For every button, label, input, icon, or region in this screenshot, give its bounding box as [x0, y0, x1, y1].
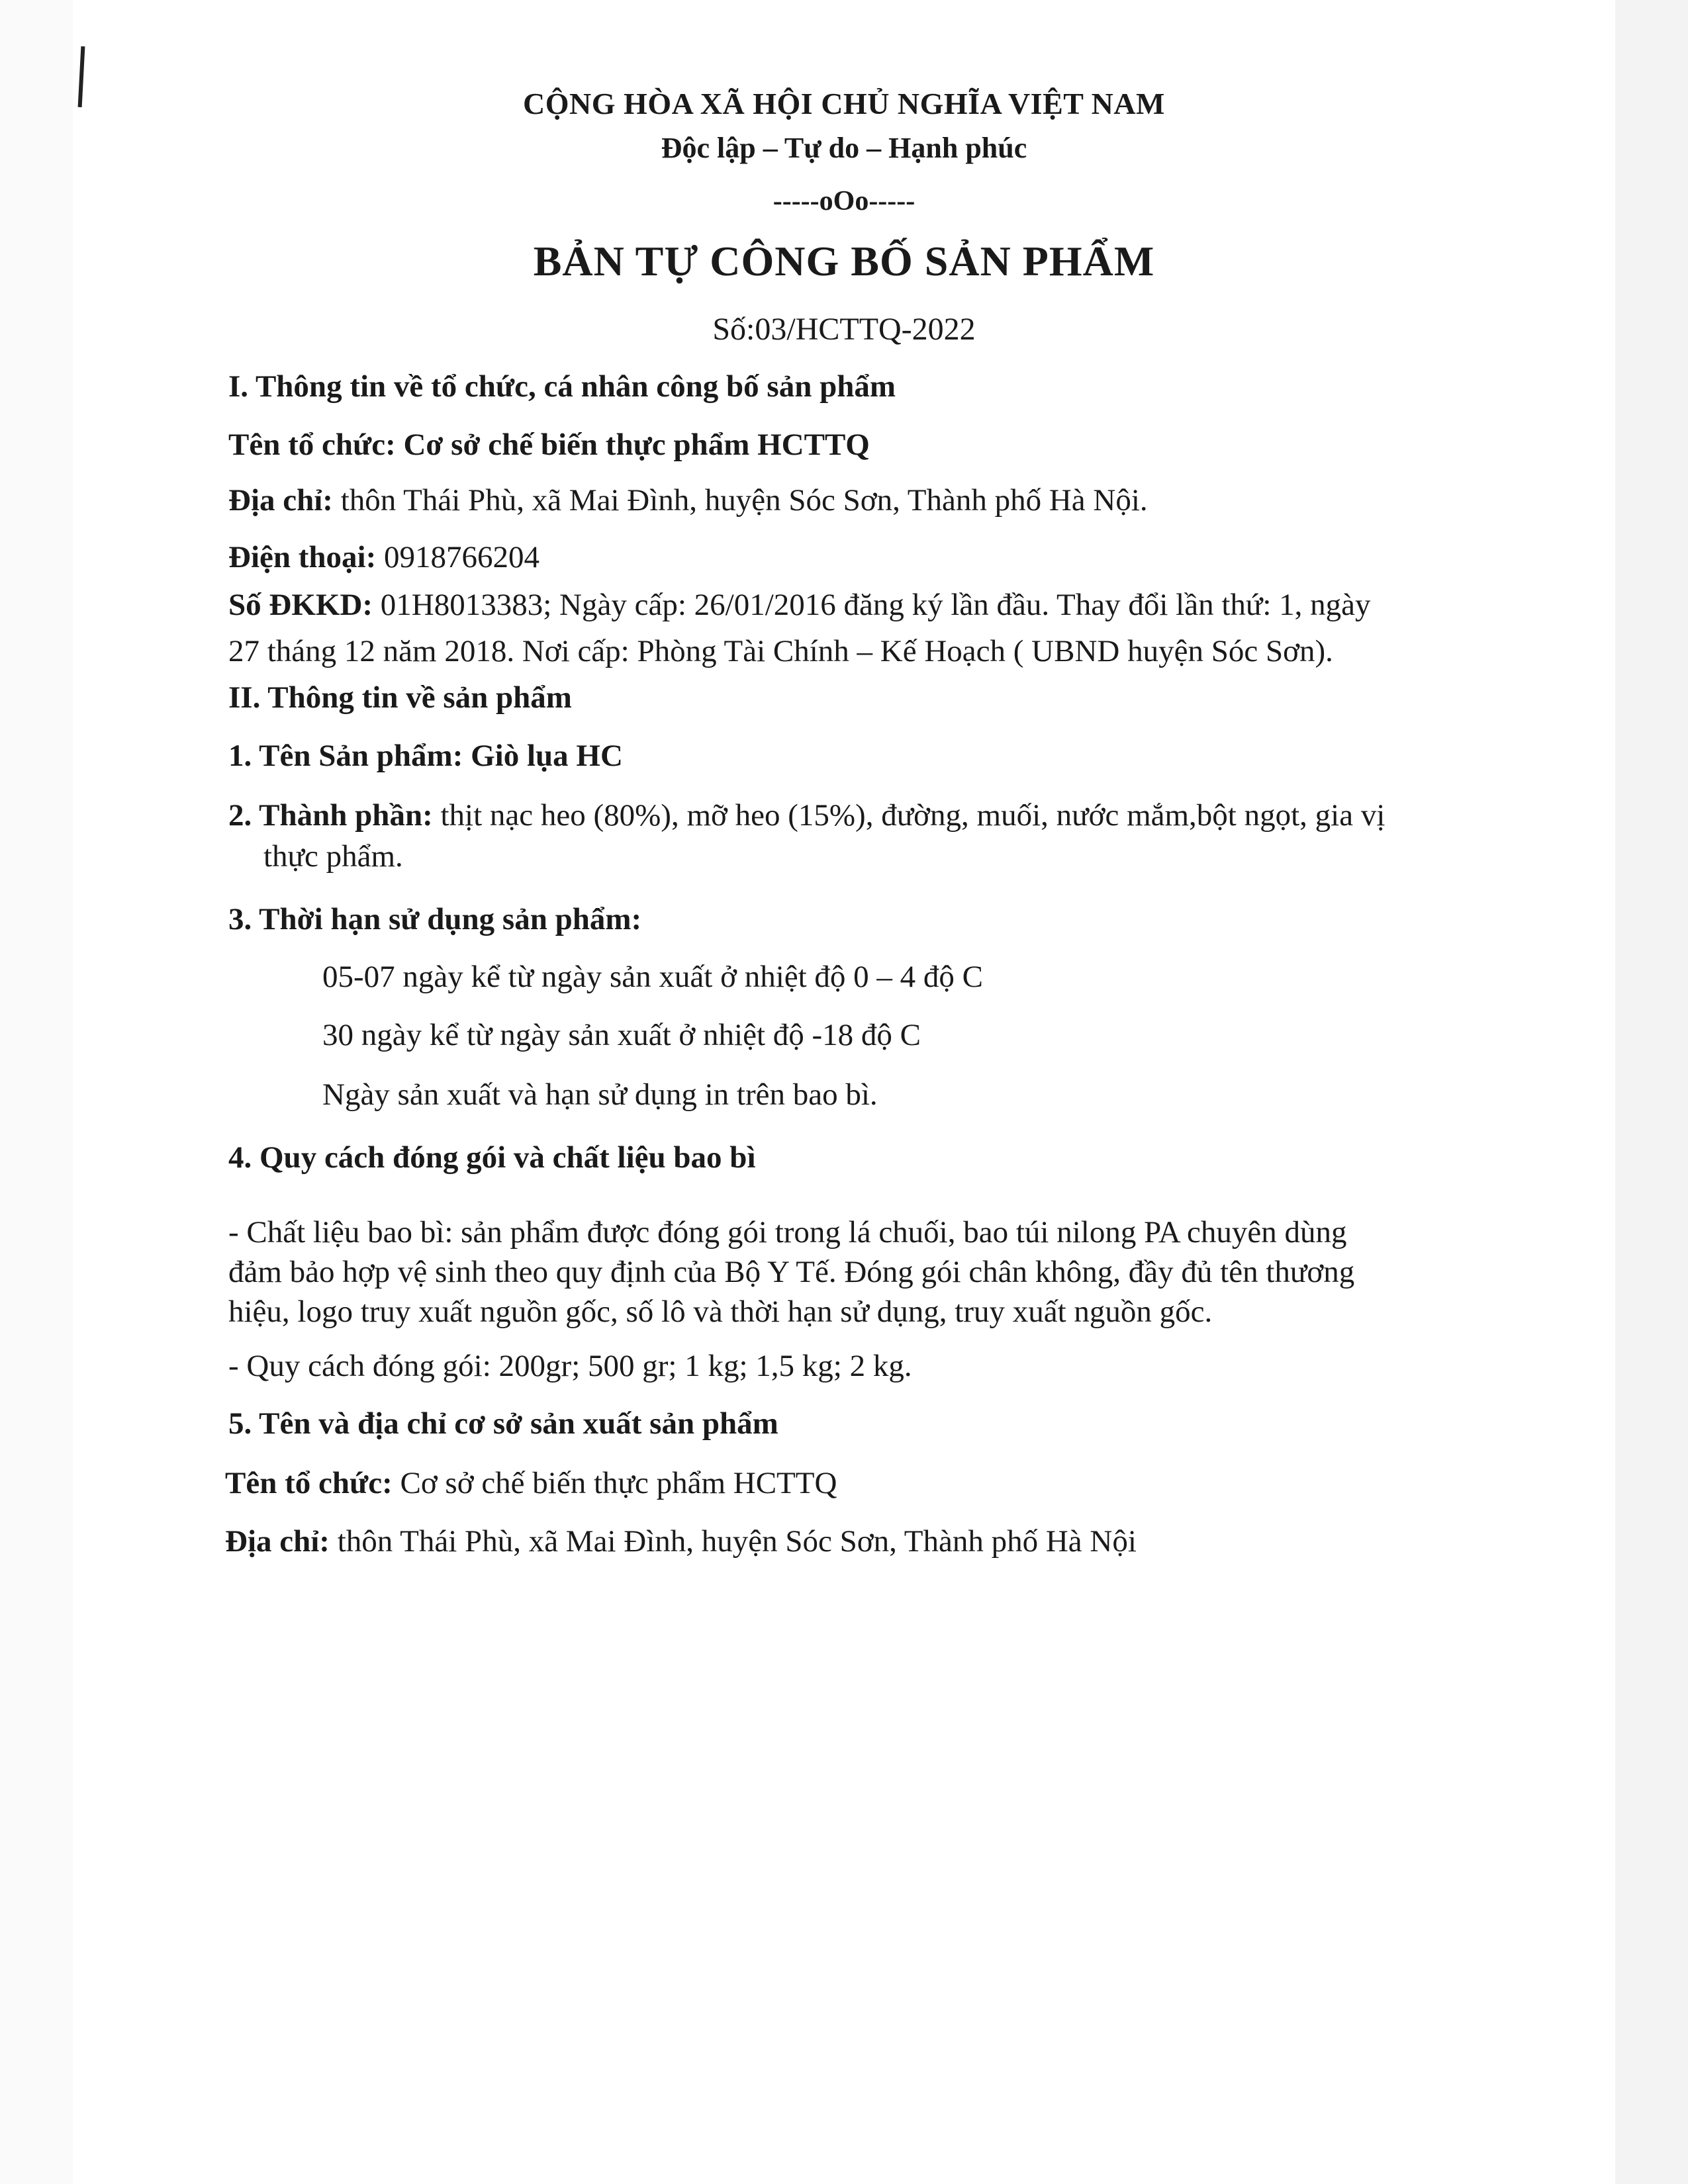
registration-row: [228, 586, 1539, 624]
phone-row: [228, 538, 1539, 576]
org-row: [228, 426, 1539, 464]
manufacturer-org-row: [225, 1464, 1536, 1502]
product-name-label: 1. Tên Sản phẩm:: [228, 739, 463, 773]
org-value: Cơ sở chế biến thực phẩm HCTTQ: [403, 428, 870, 462]
packaging-sizes: - Quy cách đóng gói: 200gr; 500 gr; 1 kg; 1,5 kg; 2 kg.: [228, 1349, 912, 1383]
manufacturer-heading: 5. Tên và địa chỉ cơ sở sản xuất sản phẩm: [228, 1406, 778, 1441]
shelf-life-heading: 3. Thời hạn sử dụng sản phẩm:: [228, 902, 642, 936]
separator: -----oOo-----: [773, 186, 915, 216]
shelf-life-line: 30 ngày kể từ ngày sản xuất ở nhiệt độ -18 độ C: [322, 1018, 921, 1052]
registration-value-line2: 27 tháng 12 năm 2018. Nơi cấp: Phòng Tài Chính – Kế Hoạch ( UBND huyện Sóc Sơn).: [228, 634, 1333, 668]
manufacturer-address-row: [225, 1522, 1536, 1561]
section1-heading: I. Thông tin về tổ chức, cá nhân công bố sản phẩm: [228, 369, 896, 404]
manufacturer-address-value: thôn Thái Phù, xã Mai Đình, huyện Sóc Sơn, Thành phố Hà Nội: [337, 1524, 1137, 1559]
phone-label: Điện thoại:: [228, 540, 377, 574]
ingredients-label: 2. Thành phần:: [228, 798, 433, 833]
ingredients-value-line2: thực phẩm.: [263, 839, 403, 874]
document-number: Số:03/HCTTQ-2022: [712, 312, 976, 347]
packaging-material-line: - Chất liệu bao bì: sản phẩm được đóng gói trong lá chuối, bao túi nilong PA chuyên dùng: [228, 1215, 1347, 1250]
packaging-heading: 4. Quy cách đóng gói và chất liệu bao bì: [228, 1140, 756, 1175]
ingredients-row: [228, 796, 1539, 835]
document-title: BẢN TỰ CÔNG BỐ SẢN PHẨM: [533, 238, 1155, 285]
phone-value: 0918766204: [384, 540, 539, 574]
nation-heading: CỘNG HÒA XÃ HỘI CHỦ NGHĨA VIỆT NAM: [523, 87, 1165, 120]
address-row: [228, 481, 1539, 520]
org-label: Tên tổ chức:: [228, 428, 396, 462]
section2-heading: II. Thông tin về sản phẩm: [228, 680, 572, 715]
product-name-row: [228, 737, 1539, 775]
ingredients-value-line1: thịt nạc heo (80%), mỡ heo (15%), đường, muối, nước mắm,bột ngọt, gia vị: [440, 798, 1385, 833]
manufacturer-org-label: Tên tổ chức:: [225, 1466, 393, 1500]
address-value: thôn Thái Phù, xã Mai Đình, huyện Sóc Sơn, Thành phố Hà Nội.: [340, 483, 1148, 518]
product-name-value: Giò lụa HC: [471, 739, 623, 773]
manufacturer-org-value: Cơ sở chế biến thực phẩm HCTTQ: [400, 1466, 837, 1500]
manufacturer-address-label: Địa chỉ:: [225, 1524, 330, 1559]
address-label: Địa chỉ:: [228, 483, 333, 518]
registration-value-line1: 01H8013383; Ngày cấp: 26/01/2016 đăng ký lần đầu. Thay đổi lần thứ: 1, ngày: [380, 588, 1371, 622]
motto: Độc lập – Tự do – Hạnh phúc: [661, 132, 1027, 164]
packaging-material-line: đảm bảo hợp vệ sinh theo quy định của Bộ Y Tế. Đóng gói chân không, đầy đủ tên thương: [228, 1255, 1355, 1289]
registration-label: Số ĐKKD:: [228, 588, 373, 622]
shelf-life-line: 05-07 ngày kể từ ngày sản xuất ở nhiệt độ 0 – 4 độ C: [322, 960, 984, 994]
packaging-material-line: hiệu, logo truy xuất nguồn gốc, số lô và thời hạn sử dụng, truy xuất nguồn gốc.: [228, 1295, 1213, 1329]
shelf-life-line: Ngày sản xuất và hạn sử dụng in trên bao bì.: [322, 1077, 878, 1112]
